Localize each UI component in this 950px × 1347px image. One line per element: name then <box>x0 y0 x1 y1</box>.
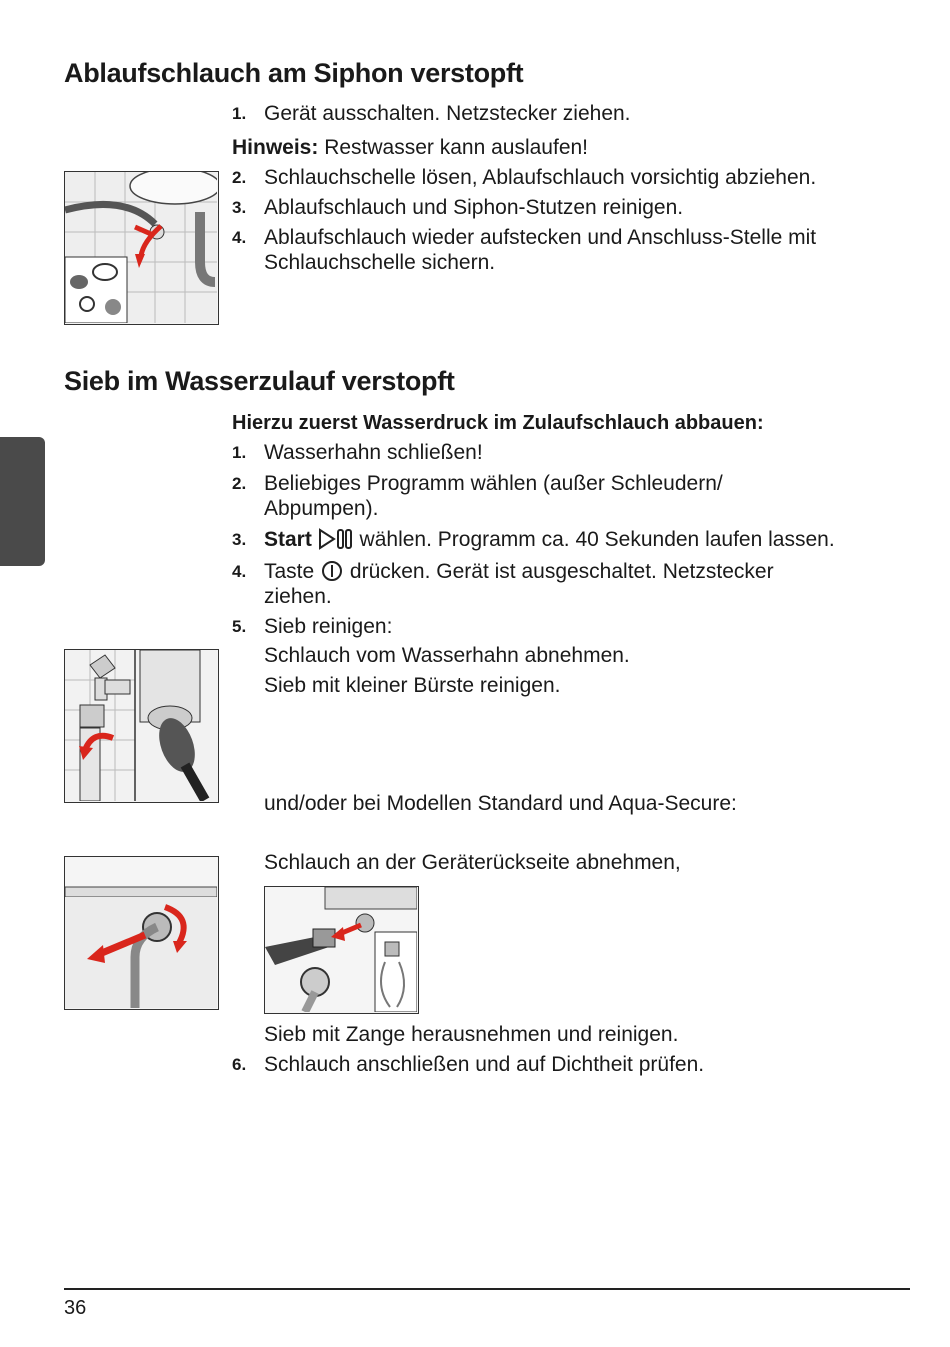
sub-line-4: Schlauch an der Geräterückseite abnehmen, <box>264 851 681 874</box>
section-title-siphon: Ablaufschlauch am Siphon verstopft <box>64 58 524 88</box>
start-pause-icon <box>318 528 354 550</box>
page-number: 36 <box>64 1297 87 1319</box>
power-icon <box>320 560 344 582</box>
footer-rule <box>64 1288 910 1290</box>
step-2-2-cont: Abpumpen). <box>264 497 379 520</box>
hint-note <box>232 135 588 161</box>
siphon-illustration <box>64 171 219 325</box>
step-4-cont: Schlauchschelle sichern. <box>264 251 496 274</box>
step-2-4-cont: ziehen. <box>264 585 332 608</box>
start-label: Start <box>264 528 312 551</box>
chapter-tab <box>0 437 45 566</box>
rear-hose-illustration <box>64 856 219 1010</box>
sub-line-2: Sieb mit kleiner Bürste reinigen. <box>264 674 561 697</box>
sub-line-1: Schlauch vom Wasserhahn abnehmen. <box>264 644 630 667</box>
tap-brush-illustration <box>64 649 219 803</box>
section-title-strainer: Sieb im Wasserzulauf verstopft <box>64 366 455 396</box>
intro-text: Hierzu zuerst Wasserdruck im Zulaufschlauch abbauen: <box>232 412 764 434</box>
hint-label: Hinweis: <box>232 136 319 159</box>
sub-line-3: und/oder bei Modellen Standard und Aqua-Secure: <box>264 792 737 815</box>
pliers-strainer-illustration <box>264 886 419 1014</box>
hint-text: Restwasser kann auslaufen! <box>324 136 589 159</box>
sub-line-5: Sieb mit Zange herausnehmen und reinigen. <box>264 1023 679 1046</box>
